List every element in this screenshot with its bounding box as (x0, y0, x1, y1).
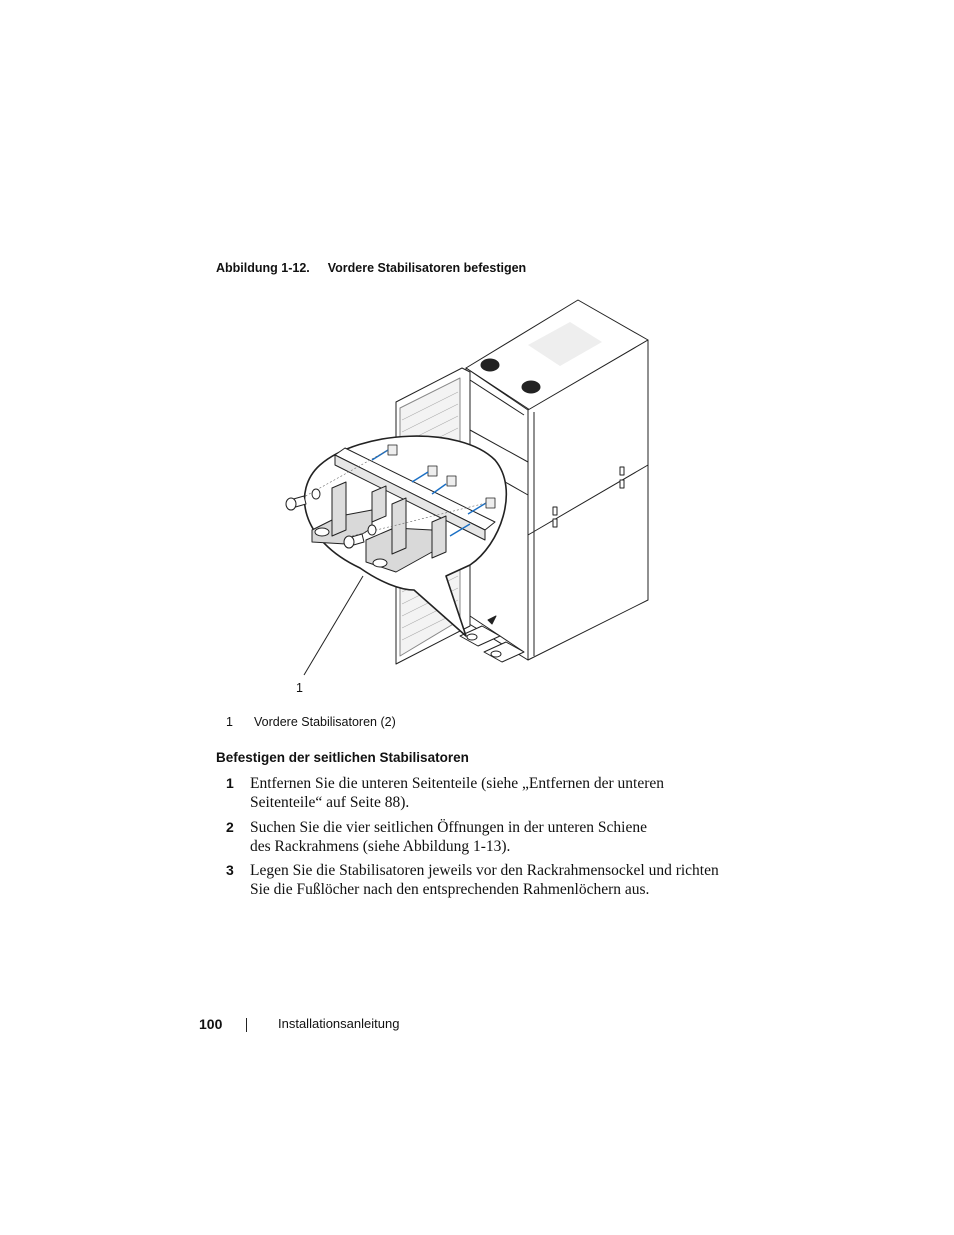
step-number: 1 (226, 775, 234, 791)
figure-title: Vordere Stabilisatoren befestigen (327, 261, 527, 275)
step-text-line: Suchen Sie die vier seitlichen Öffnungen in der unteren Schiene (250, 819, 647, 836)
step-text-line: Entfernen Sie die unteren Seitenteile (siehe „Entfernen der unteren (250, 775, 665, 792)
callout-number: 1 (296, 681, 303, 695)
legend-number: 1 (226, 715, 233, 729)
section-heading: Befestigen der seitlichen Stabilisatoren (216, 750, 469, 765)
figure-number: Abbildung 1-12. (216, 261, 310, 275)
callout-leader (304, 576, 363, 675)
page-number: 100 (199, 1016, 223, 1032)
step-text-line: Sie die Fußlöcher nach den entsprechenden Rahmenlöchern aus. (250, 881, 650, 898)
figure-caption (216, 261, 526, 275)
step-text (250, 861, 730, 899)
figure-legend (226, 715, 396, 729)
step-text-line: Seitenteile“ auf Seite 88). (250, 794, 410, 811)
document-title: Installationsanleitung (278, 1016, 400, 1031)
step-text-line: Legen Sie die Stabilisatoren jeweils vor den Rackrahmensockel und richten (250, 862, 719, 879)
step-number: 3 (226, 862, 234, 878)
rack-stabilizer-illustration (270, 296, 670, 696)
step-text-line: des Rackrahmens (siehe Abbildung 1-13). (250, 838, 511, 855)
step-text (250, 774, 730, 812)
step-text (250, 818, 730, 856)
step-number: 2 (226, 819, 234, 835)
legend-label: Vordere Stabilisatoren (2) (254, 715, 396, 729)
footer-divider (246, 1018, 247, 1032)
